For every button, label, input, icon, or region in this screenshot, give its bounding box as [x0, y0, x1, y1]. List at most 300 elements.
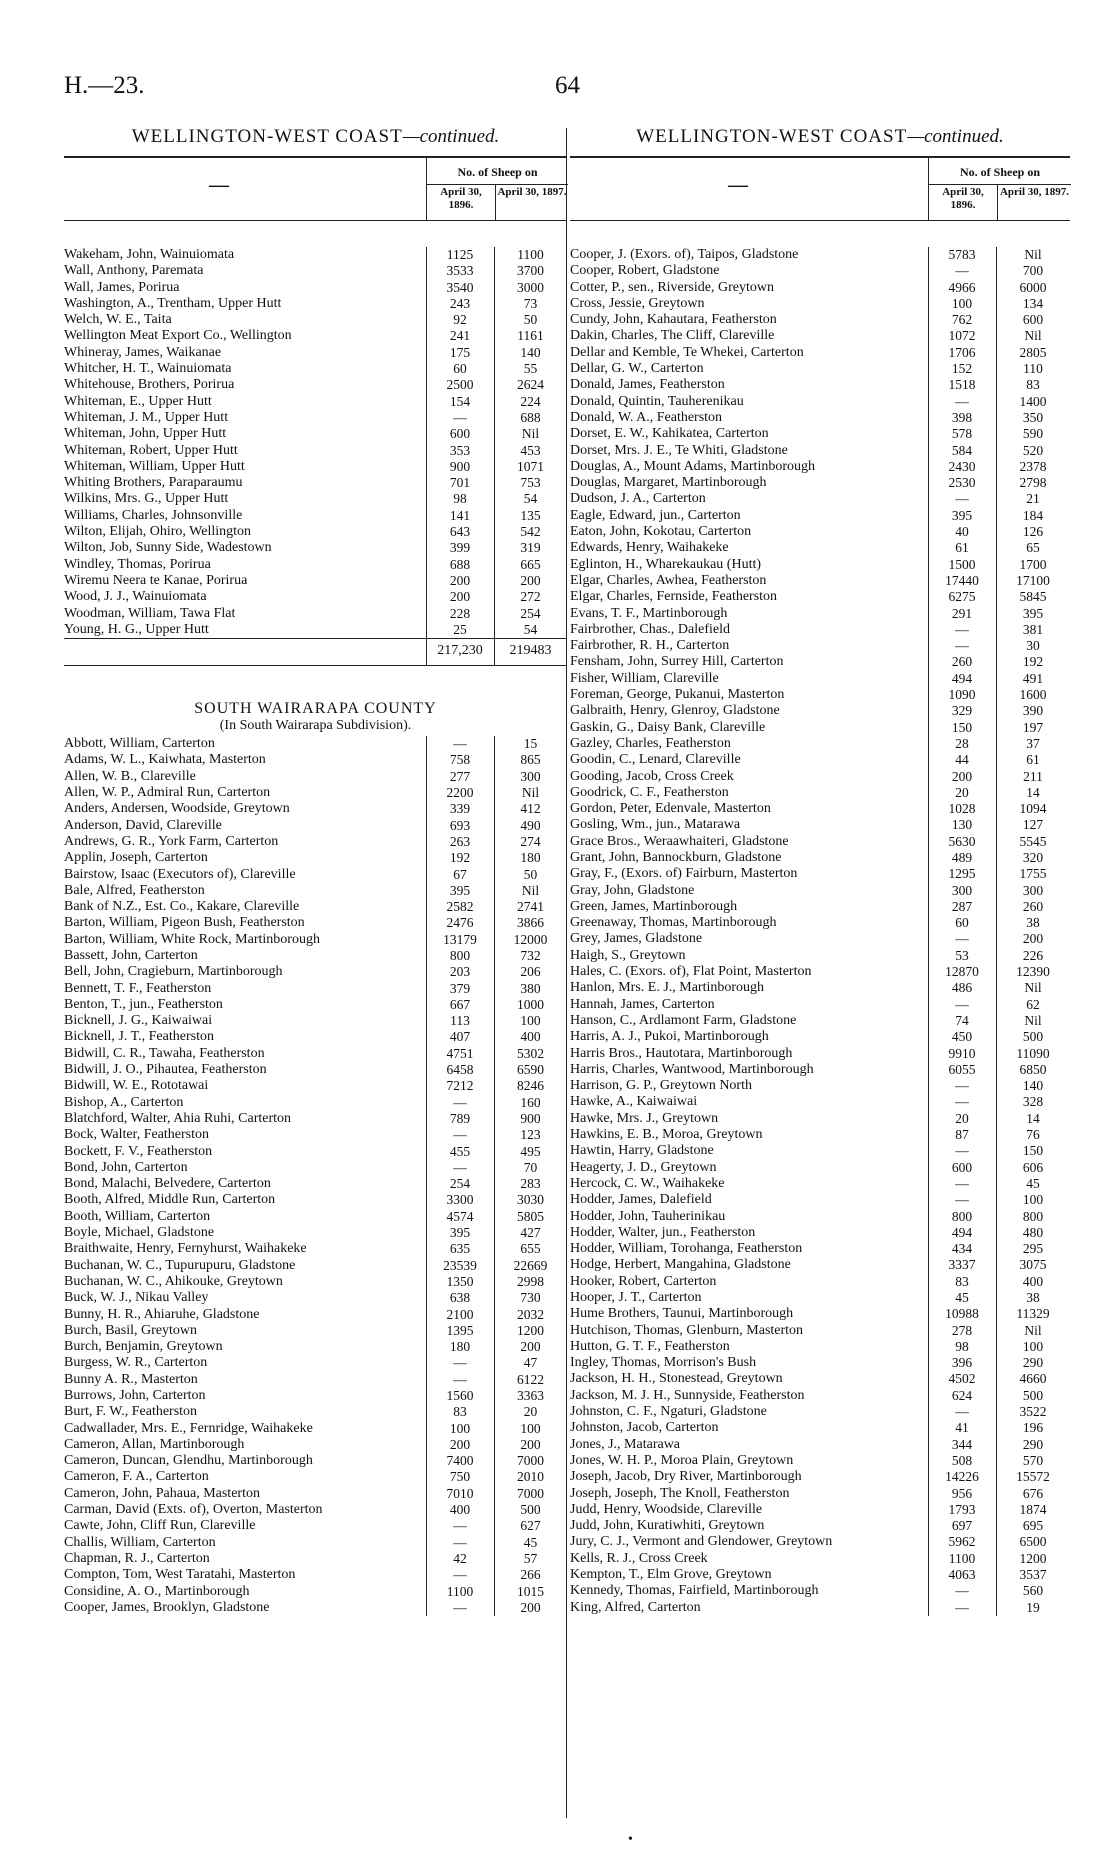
sheep-1896: 329 [951, 703, 973, 719]
entry-name: Wall, Anthony, Paremata [64, 263, 204, 279]
sheep-1897: 200 [1022, 931, 1044, 947]
entry-name: Cundy, John, Kahautara, Featherston [570, 312, 777, 328]
sheep-1897: 2805 [1019, 344, 1047, 360]
entry-name: Cameron, John, Pahaua, Masterton [64, 1485, 260, 1501]
sheep-count-group [426, 158, 568, 220]
sheep-1897: 2010 [517, 1469, 544, 1485]
sheep-1896: 92 [453, 312, 467, 328]
table-row [64, 394, 567, 410]
sheep-1896: 67 [453, 866, 467, 882]
entry-name: Whiteman, E., Upper Hutt [64, 393, 212, 409]
sheep-1897: 38 [1026, 1290, 1040, 1305]
sheep-1896: 1125 [446, 247, 474, 262]
sheep-1897: 1400 [1019, 393, 1047, 409]
group-label: No. of Sheep on [929, 162, 1071, 185]
table-row [64, 997, 567, 1013]
entry-name: Whiteman, J. M., Upper Hutt [64, 409, 229, 425]
sheep-1896: 1090 [948, 687, 976, 703]
entry-name: Kempton, T., Elm Grove, Greytown [570, 1567, 772, 1583]
entry-name: Green, James, Martinborough [570, 898, 738, 914]
sheep-1896: 3540 [446, 279, 474, 295]
sheep-1896: 10988 [945, 1306, 979, 1322]
sheep-1896: 400 [449, 1502, 471, 1518]
entry-name: Donald, W. A., Featherston [570, 409, 723, 425]
sheep-1896: 20 [955, 784, 969, 800]
entry-name: Barton, William, White Rock, Martinborough [64, 931, 320, 947]
sheep-1897: Nil [521, 785, 540, 801]
table-row [570, 720, 1070, 736]
table-row [570, 1453, 1070, 1469]
sheep-1897: 3363 [517, 1388, 544, 1403]
table-row [64, 769, 567, 785]
entry-name: Jones, J., Matarawa [570, 1436, 681, 1452]
sheep-1897: 160 [520, 1094, 541, 1110]
sheep-1897: 73 [523, 295, 538, 311]
entry-name: Fairbrother, Chas., Dalefield [570, 621, 731, 637]
sheep-1897: 12000 [513, 931, 548, 947]
entry-name: Gordon, Peter, Edenvale, Masterton [570, 801, 771, 817]
doc-reference: H.—23. [64, 72, 145, 99]
table-row [570, 1290, 1070, 1306]
entry-name: Goodrick, C. F., Featherston [570, 784, 729, 800]
sheep-1896: 5962 [948, 1534, 976, 1550]
sheep-1896: 486 [951, 980, 973, 996]
sheep-1897: 480 [1022, 1224, 1044, 1240]
sheep-1896: 353 [449, 442, 471, 458]
sheep-1896: 758 [449, 752, 471, 768]
sheep-1896: 200 [951, 768, 973, 784]
entry-name: Harrison, G. P., Greytown North [570, 1078, 752, 1094]
entry-name: Goodin, C., Lenard, Clareville [570, 752, 741, 768]
sheep-1897: 180 [520, 850, 541, 866]
sheep-1897: 19 [1026, 1599, 1040, 1615]
entry-name: Whitcher, H. T., Wainuiomata [64, 361, 232, 377]
sheep-1897: 3030 [517, 1192, 544, 1208]
table-row [570, 703, 1070, 719]
entry-name: Foreman, George, Pukanui, Masterton [570, 687, 785, 703]
entry-name: Bishop, A., Carterton [64, 1094, 184, 1110]
entry-name: Cooper, J. (Exors. of), Taipos, Gladstone [570, 247, 799, 262]
sheep-1896: — [955, 1143, 969, 1159]
table-row [64, 1095, 567, 1111]
sheep-1897: 295 [1022, 1241, 1044, 1257]
sheep-1897: 500 [1022, 1029, 1044, 1045]
sheep-1897: 3537 [1019, 1567, 1047, 1583]
sheep-1897: 290 [1022, 1436, 1044, 1452]
sheep-1897: 192 [1022, 654, 1044, 670]
table-row [570, 426, 1070, 442]
entry-name: Hooker, Robert, Carterton [570, 1273, 717, 1289]
table-row [570, 1339, 1070, 1355]
sheep-1897: 15 [523, 736, 538, 752]
sheep-1897: 570 [1022, 1452, 1044, 1468]
table-row [64, 1453, 567, 1469]
table-row [64, 1355, 567, 1371]
table-row [570, 948, 1070, 964]
table-row [64, 443, 567, 459]
entry-name: Gazley, Charles, Featherston [570, 735, 731, 751]
sheep-1896: 434 [951, 1241, 973, 1257]
table-row [64, 1535, 567, 1551]
table-row [64, 328, 567, 344]
entry-name: Donald, James, Featherston [570, 377, 725, 393]
sheep-1897: 606 [1022, 1159, 1044, 1175]
entry-name: Hodder, Walter, jun., Featherston [570, 1224, 756, 1240]
sheep-1896: 398 [951, 409, 973, 425]
sheep-1896: 12870 [945, 964, 979, 980]
table-row [570, 443, 1070, 459]
entry-name: Burch, Basil, Greytown [64, 1322, 197, 1338]
sheep-1896: 638 [449, 1290, 471, 1306]
entry-name: Allen, W. P., Admiral Run, Carterton [64, 785, 271, 801]
sheep-1897: 14 [1026, 784, 1040, 800]
table-row [64, 1388, 567, 1404]
entry-name: Booth, William, Carterton [64, 1208, 211, 1224]
sheep-1896: 278 [951, 1322, 973, 1338]
sheep-1896: 508 [951, 1452, 973, 1468]
table-row [64, 622, 567, 638]
sheep-1896: 455 [449, 1143, 471, 1159]
table-row [64, 410, 567, 426]
sheep-1896: 203 [449, 964, 471, 980]
entry-name: Adams, W. L., Kaiwhata, Masterton [64, 752, 266, 768]
sheep-1897: 17100 [1016, 572, 1050, 588]
sheep-1896: 1100 [446, 1583, 474, 1599]
sheep-1896: 697 [951, 1518, 973, 1534]
sheep-1897: 45 [1026, 1175, 1040, 1191]
table-row [570, 1062, 1070, 1078]
sheep-1896: 688 [449, 556, 471, 572]
sheep-1896: 344 [951, 1436, 973, 1452]
sheep-1897: 21 [1026, 491, 1040, 507]
entry-name: Bell, John, Cragieburn, Martinborough [64, 964, 283, 980]
entry-name: Cawte, John, Cliff Run, Clareville [64, 1518, 256, 1534]
entry-name: Jury, C. J., Vermont and Glendower, Greytown [570, 1534, 833, 1550]
sheep-1897: 5845 [1019, 589, 1047, 605]
entry-name: Eaton, John, Kokotau, Carterton [570, 524, 752, 540]
table-row [64, 1469, 567, 1485]
table-row [64, 345, 567, 361]
sheep-1897: 140 [520, 344, 541, 360]
entry-name: Kells, R. J., Cross Creek [570, 1550, 708, 1566]
sheep-1897: 3700 [517, 263, 544, 279]
table-row [570, 687, 1070, 703]
sheep-1896: 339 [449, 801, 471, 817]
sheep-1896: 3300 [446, 1192, 474, 1208]
sheep-1897: 127 [1022, 817, 1044, 833]
sheep-1896: 4966 [948, 279, 976, 295]
entry-name: Young, H. G., Upper Hutt [64, 621, 209, 637]
sheep-1896: — [955, 393, 969, 409]
table-row [570, 801, 1070, 817]
sheep-1897: 61 [1026, 752, 1040, 768]
sheep-1896: 4574 [446, 1208, 474, 1224]
entry-name: Cameron, F. A., Carterton [64, 1469, 209, 1485]
entry-name: Burrows, John, Carterton [64, 1388, 206, 1403]
table-row [64, 491, 567, 507]
sheep-1897: 542 [520, 524, 541, 540]
sheep-1896: 83 [955, 1273, 969, 1289]
left-column [64, 126, 567, 1616]
sheep-1897: 3866 [517, 915, 544, 931]
sheep-1897: 197 [1022, 719, 1044, 735]
sheep-1896: — [955, 1078, 969, 1094]
sheep-1897: 123 [520, 1127, 541, 1143]
entry-name: Bairstow, Isaac (Executors of), Clareville [64, 866, 296, 882]
table-row [570, 589, 1070, 605]
entry-name: Wilkins, Mrs. G., Upper Hutt [64, 491, 229, 507]
entry-name: Booth, Alfred, Middle Run, Carterton [64, 1192, 276, 1208]
entry-name: Burch, Benjamin, Greytown [64, 1339, 223, 1355]
sheep-1896: — [955, 931, 969, 947]
right-title-suffix: —continued. [907, 126, 1004, 147]
sheep-1897: 272 [520, 589, 541, 605]
entry-name: Wood, J. J., Wainuiomata [64, 589, 207, 605]
table-row [64, 736, 567, 752]
sheep-1897: 38 [1026, 915, 1040, 931]
table-row [570, 638, 1070, 654]
sheep-1897: 15572 [1016, 1469, 1050, 1485]
table-row [570, 866, 1070, 882]
entry-name: Washington, A., Trentham, Upper Hutt [64, 295, 282, 311]
left-table-body [64, 247, 567, 638]
sheep-1896: 624 [951, 1387, 973, 1403]
entry-name: Judd, John, Kuratiwhiti, Greytown [570, 1518, 765, 1534]
sheep-1897: 224 [520, 393, 541, 409]
sheep-1896: — [453, 1371, 467, 1387]
sheep-1897: 50 [523, 866, 538, 882]
table-row [570, 1567, 1070, 1583]
sheep-1897: 100 [1022, 1338, 1044, 1354]
entry-name: Buchanan, W. C., Ahikouke, Greytown [64, 1273, 283, 1289]
sheep-1897: 22669 [513, 1257, 548, 1273]
table-row [570, 540, 1070, 556]
table-row [570, 1029, 1070, 1045]
entry-name: Johnston, Jacob, Carterton [570, 1420, 719, 1436]
table-row [570, 915, 1070, 931]
sheep-1897: 1071 [517, 458, 544, 474]
table-row [64, 1551, 567, 1567]
entry-name: Bale, Alfred, Featherston [64, 882, 205, 898]
right-table-header [570, 156, 1070, 221]
entry-name: Wilton, Elijah, Ohiro, Wellington [64, 524, 252, 540]
right-title-text: WELLINGTON-WEST COAST [636, 126, 908, 147]
entry-name: Bunny, H. R., Ahiaruhe, Gladstone [64, 1306, 260, 1322]
sheep-1896: 800 [449, 947, 471, 963]
entry-name: Whitehouse, Brothers, Porirua [64, 377, 235, 393]
entry-name: Bicknell, J. T., Featherston [64, 1029, 214, 1045]
table-row [64, 801, 567, 817]
table-row [570, 1502, 1070, 1518]
table-row [570, 1420, 1070, 1436]
sheep-1897: 37 [1026, 735, 1040, 751]
sheep-1896: 23539 [443, 1257, 477, 1273]
sheep-1897: 320 [1022, 849, 1044, 865]
sheep-1897: 5302 [517, 1045, 544, 1061]
sheep-1897: 1000 [517, 996, 544, 1012]
entry-name: Hercock, C. W., Waihakeke [570, 1175, 725, 1191]
table-row [570, 1111, 1070, 1127]
table-row [64, 312, 567, 328]
entry-name: Boyle, Michael, Gladstone [64, 1225, 215, 1241]
table-row [64, 1600, 567, 1616]
sheep-1896: 53 [955, 947, 969, 963]
table-row [570, 1404, 1070, 1420]
entry-name: Fensham, John, Surrey Hill, Carterton [570, 654, 784, 670]
entry-name: Dorset, Mrs. J. E., Te Whiti, Gladstone [570, 442, 788, 458]
entry-name: Woodman, William, Tawa Flat [64, 605, 236, 621]
entry-name: Joseph, Joseph, The Knoll, Featherston [570, 1485, 790, 1501]
sheep-1896: 494 [951, 1224, 973, 1240]
sheep-1897: 140 [1022, 1078, 1044, 1094]
sheep-1896: 395 [449, 1225, 471, 1241]
sheep-1896: — [955, 263, 969, 279]
sheep-1897: 400 [520, 1029, 541, 1045]
entry-name: Buck, W. J., Nikau Valley [64, 1290, 209, 1306]
table-row [64, 899, 567, 915]
entry-name: Hanson, C., Ardlamont Farm, Gladstone [570, 1012, 797, 1028]
table-row [570, 931, 1070, 947]
sheep-1896: 98 [453, 491, 467, 507]
entry-name: Anderson, David, Clareville [64, 817, 222, 833]
sheep-1897: 3000 [517, 279, 544, 295]
sheep-1896: 1350 [446, 1273, 474, 1289]
sheep-1897: 11090 [1016, 1045, 1050, 1061]
sheep-1896: 61 [955, 540, 969, 556]
sheep-1896: — [955, 638, 969, 654]
entry-name: Whiteman, Robert, Upper Hutt [64, 442, 238, 458]
table-row [64, 1437, 567, 1453]
sheep-1896: — [955, 621, 969, 637]
entry-name: Wellington Meat Export Co., Wellington [64, 328, 292, 344]
sheep-1896: 300 [951, 882, 973, 898]
sheep-1897: 70 [523, 1159, 538, 1175]
table-row [64, 883, 567, 899]
sheep-1896: — [453, 1599, 467, 1615]
entry-name: Hodder, John, Tauherinikau [570, 1208, 726, 1224]
table-row [64, 557, 567, 573]
sheep-1897: 600 [1022, 312, 1044, 328]
table-row [570, 1323, 1070, 1339]
group-label: No. of Sheep on [427, 162, 568, 185]
sheep-1897: 676 [1022, 1485, 1044, 1501]
table-row [64, 1339, 567, 1355]
sheep-1897: 350 [1022, 409, 1044, 425]
entry-name: Wilton, Job, Sunny Side, Wadestown [64, 540, 272, 556]
sheep-1897: 328 [1022, 1094, 1044, 1110]
sheep-1896: 263 [449, 833, 471, 849]
entry-name: Harris, Charles, Wantwood, Martinborough [570, 1061, 814, 1077]
table-row [64, 1323, 567, 1339]
table-row [570, 557, 1070, 573]
entry-name: Douglas, Margaret, Martinborough [570, 475, 767, 491]
entry-name: Gosling, Wm., jun., Matarawa [570, 817, 741, 833]
table-row [64, 867, 567, 883]
sheep-1897: 695 [1022, 1518, 1044, 1534]
entry-name: Andrews, G. R., York Farm, Carterton [64, 833, 279, 849]
entry-name: Donald, Quintin, Tauherenikau [570, 393, 744, 409]
entry-name: Hales, C. (Exors. of), Flat Point, Masterton [570, 964, 812, 980]
sheep-1896: 1518 [948, 377, 976, 393]
table-row [570, 491, 1070, 507]
col-1896-header: April 30, 1896. [440, 186, 482, 211]
table-row [64, 296, 567, 312]
entry-name: Johnston, C. F., Ngaturi, Gladstone [570, 1404, 767, 1420]
sheep-1897: 665 [520, 556, 541, 572]
sheep-1897: 2032 [517, 1306, 544, 1322]
table-row [570, 263, 1070, 279]
sheep-1896: — [955, 1192, 969, 1208]
table-row [64, 948, 567, 964]
entry-name: Whiteman, John, Upper Hutt [64, 426, 227, 442]
entry-name: Hooper, J. T., Carterton [570, 1290, 702, 1305]
table-row [570, 345, 1070, 361]
sheep-1897: 865 [520, 752, 541, 768]
table-row [570, 573, 1070, 589]
entry-name: Bond, Malachi, Belvedere, Carterton [64, 1176, 271, 1192]
sheep-1897: 7000 [517, 1453, 544, 1469]
sheep-1896: — [955, 1583, 969, 1599]
table-row [570, 377, 1070, 393]
entry-name: Harris Bros., Hautotara, Martinborough [570, 1045, 793, 1061]
sheep-1897: Nil [1024, 247, 1042, 262]
entry-name: Hodge, Herbert, Mangahina, Gladstone [570, 1257, 791, 1273]
sheep-1896: 3533 [446, 263, 474, 279]
right-table-body [570, 247, 1070, 1616]
sheep-1897: 100 [1022, 1192, 1044, 1208]
table-row [570, 980, 1070, 996]
table-row [570, 899, 1070, 915]
entry-name: Eglinton, H., Wharekaukau (Hutt) [570, 556, 762, 572]
sheep-1896: 1560 [446, 1388, 474, 1403]
right-column-title [570, 126, 1070, 148]
entry-name: Hawke, Mrs. J., Greytown [570, 1110, 719, 1126]
entry-name: Wakeham, John, Wainuiomata [64, 247, 235, 262]
table-row [64, 1225, 567, 1241]
sheep-1897: 65 [1026, 540, 1040, 556]
sheep-1897: 2998 [517, 1273, 544, 1289]
table-row [64, 606, 567, 622]
entry-name: Bond, John, Carterton [64, 1159, 188, 1175]
table-row [570, 1371, 1070, 1387]
sheep-1897: 54 [523, 621, 538, 637]
sheep-1897: 900 [520, 1110, 541, 1126]
sheep-1896: — [453, 1567, 467, 1583]
sheep-1896: 9910 [948, 1045, 976, 1061]
sheep-1896: 17440 [945, 572, 979, 588]
entry-name: Considine, A. O., Martinborough [64, 1583, 250, 1599]
entry-name: Whiting Brothers, Paraparaumu [64, 475, 243, 491]
sheep-1897: Nil [1024, 980, 1042, 996]
entry-name: Allen, W. B., Clareville [64, 768, 196, 784]
entry-name: Haigh, S., Greytown [570, 947, 686, 963]
sheep-1897: 7000 [517, 1485, 544, 1501]
table-row [570, 671, 1070, 687]
table-row [64, 818, 567, 834]
table-row [570, 1583, 1070, 1599]
entry-name: Jackson, M. J. H., Sunnyside, Featherston [570, 1387, 805, 1403]
table-row [570, 1176, 1070, 1192]
sheep-1897: 395 [1022, 605, 1044, 621]
sheep-1897: 47 [523, 1355, 538, 1371]
sheep-1897: 1600 [1019, 687, 1047, 703]
sheep-1897: 6590 [517, 1062, 544, 1078]
sheep-1897: 2798 [1019, 475, 1047, 491]
sheep-1896: 1793 [948, 1501, 976, 1517]
sheep-1896: 83 [453, 1404, 467, 1420]
entry-name: Bank of N.Z., Est. Co., Kakare, Clareville [64, 899, 300, 915]
sheep-1896: 1295 [948, 866, 976, 882]
